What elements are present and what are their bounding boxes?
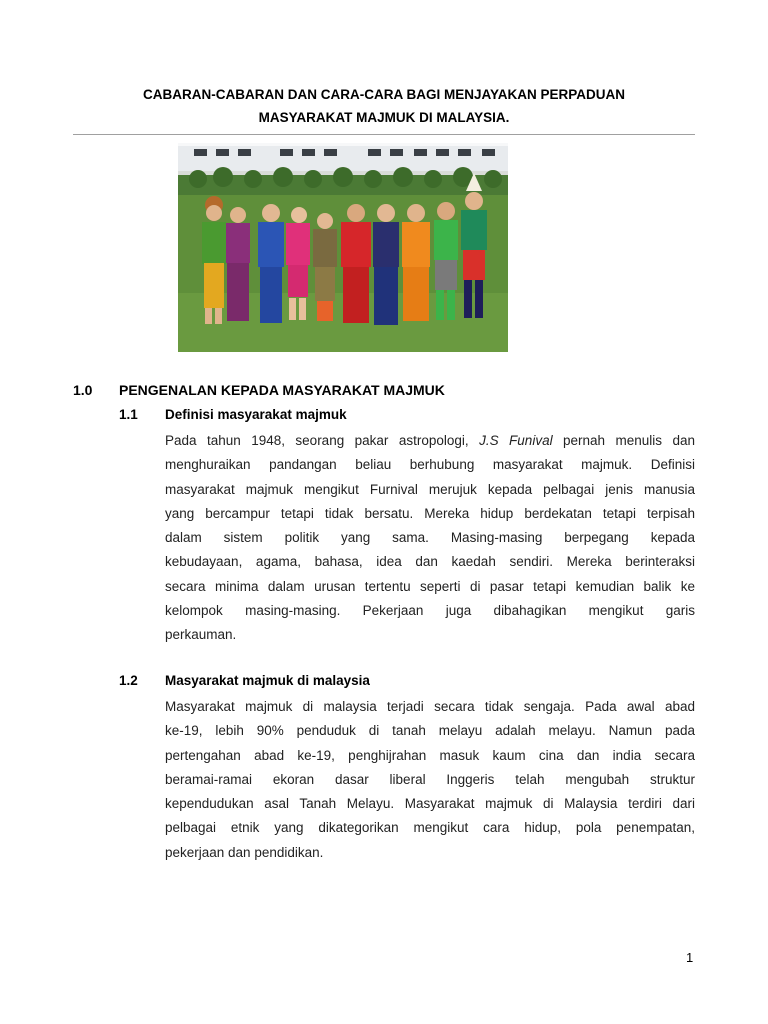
subsection-1-2-number: 1.2 — [119, 673, 138, 688]
paragraph-line: beramai-ramai ekoran dasar liberal Inggeris telah mengubah struktur — [165, 771, 695, 787]
title-line-2: MASYARAKAT MAJMUK DI MALAYSIA. — [258, 110, 510, 125]
paragraph-line: masyarakat majmuk mengikut Furnival merujuk kepada pelbagai jenis manusia — [165, 481, 695, 497]
subsection-1-2-paragraph — [165, 695, 695, 865]
title-line-1: CABARAN-CABARAN DAN CARA-CARA BAGI MENJAYAKAN PERPADUAN — [142, 87, 625, 102]
paragraph-line: kependudukan asal Tanah Melayu. Masyarakat majmuk di Malaysia terdiri dari — [165, 796, 695, 812]
section-1-number: 1.0 — [73, 382, 93, 398]
paragraph-line: yang bercampur tetapi tidak bersatu. Mereka hidup berdekatan tetapi terpisah — [165, 505, 695, 521]
subsection-1-1-number: 1.1 — [119, 407, 138, 422]
paragraph-line: pekerjaan dan pendidikan. — [165, 844, 324, 860]
photo-children-traditional-costumes — [178, 143, 508, 352]
subsection-1-2-title: Masyarakat majmuk di malaysia — [165, 673, 370, 688]
paragraph-line: kelompok masing-masing. Pekerjaan juga dibahagikan mengikut garis — [165, 603, 695, 619]
subsection-1-1-paragraph — [165, 429, 695, 648]
author-name: J.S Funival — [479, 433, 553, 448]
section-1-title: PENGENALAN KEPADA MASYARAKAT MAJMUK — [119, 382, 445, 398]
page-number: 1 — [686, 950, 694, 965]
paragraph-line: pertengahan abad ke-19, penghijrahan masuk kaum cina dan india secara — [165, 747, 695, 763]
paragraph-line: perkauman. — [165, 627, 237, 643]
paragraph-line: dalam sistem politik yang sama. Masing-masing berpegang kepada — [165, 530, 695, 546]
paragraph-line: menghuraikan pandangan beliau berhubung masyarakat majmuk. Definisi — [165, 457, 695, 473]
paragraph-line: kebudayaan, agama, bahasa, idea dan kaedah sendiri. Mereka berinteraksi — [165, 554, 695, 570]
title-divider — [73, 134, 695, 135]
paragraph-line: Pada tahun 1948, seorang pakar astropologi, J.S Funival pernah menulis dan — [165, 433, 695, 448]
paragraph-line: pelbagai etnik yang dikategorikan mengikut cara hidup, pola penempatan, — [165, 820, 695, 836]
paragraph-line: ke-19, lebih 90% penduduk di tanah melayu adalah melayu. Namun pada — [165, 723, 695, 739]
document-title — [60, 83, 708, 129]
paragraph-line: secara minima dalam urusan tertentu seperti di pasar tetapi kemudian balik ke — [165, 578, 695, 594]
subsection-1-1-title: Definisi masyarakat majmuk — [165, 407, 347, 422]
paragraph-line: Masyarakat majmuk di malaysia terjadi secara tidak sengaja. Pada awal abad — [165, 699, 695, 714]
